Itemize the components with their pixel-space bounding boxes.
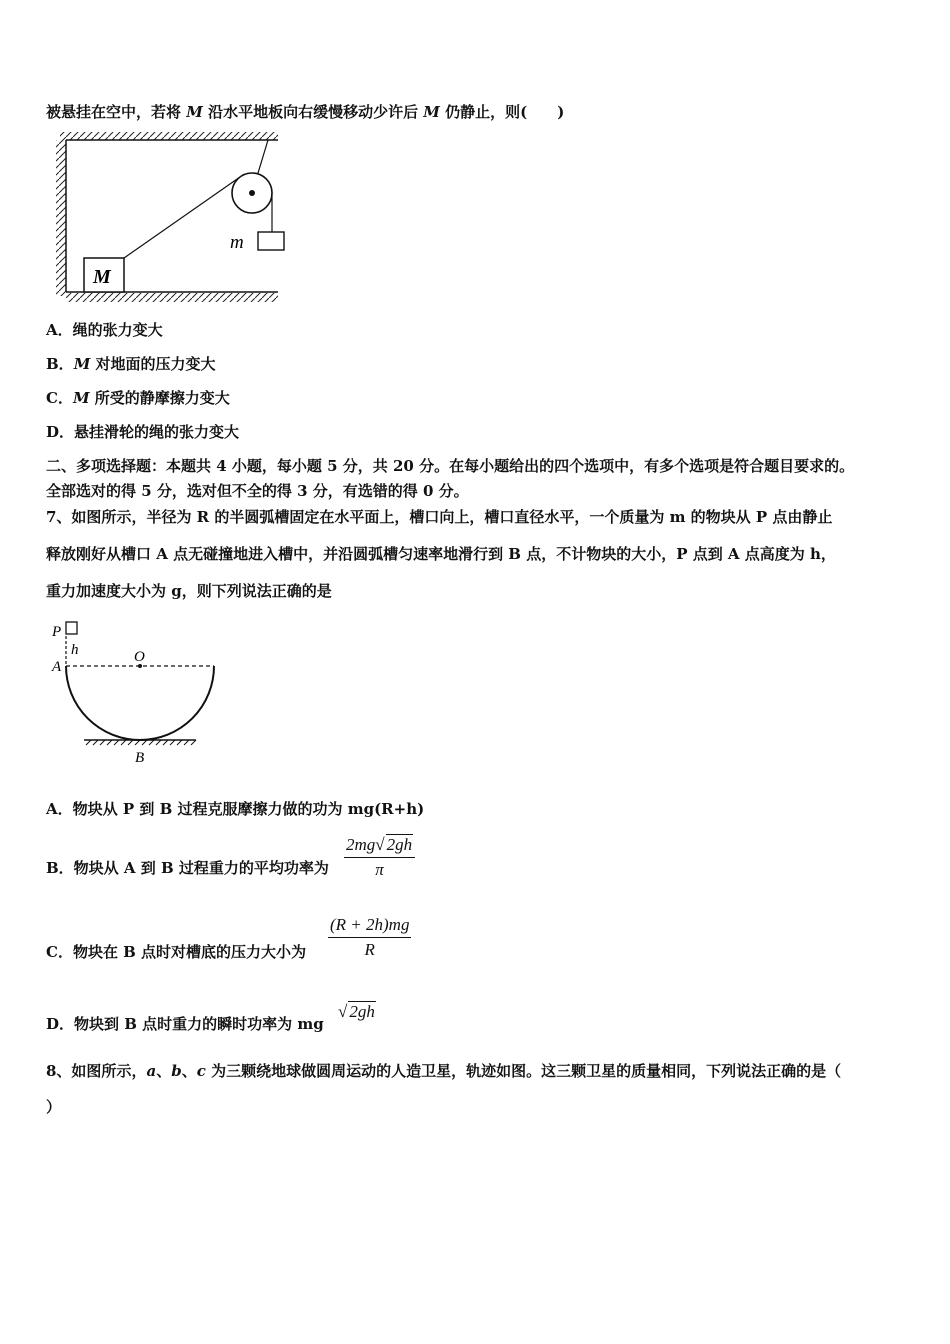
q6-option-d[interactable]: D．悬挂滑轮的绳的张力变大 bbox=[46, 423, 240, 441]
q7-groove-figure bbox=[46, 614, 226, 772]
q6-stem: 被悬挂在空中，若将 M 沿水平地板向右缓慢移动少许后 M 仍静止，则( ) bbox=[46, 103, 565, 121]
label-B: B bbox=[135, 750, 145, 766]
q7-option-c-fraction: $\frac{(R + 2h)mg}{R}$ bbox=[330, 915, 410, 959]
label-h: h bbox=[71, 642, 79, 658]
q6-option-c[interactable]: C．M 所受的静摩擦力变大 bbox=[46, 389, 230, 407]
q7-option-a[interactable]: A．物块从 P 到 B 过程克服摩擦力做的功为 mg(R+h) bbox=[46, 800, 425, 818]
sqrt-icon: √ bbox=[375, 835, 385, 854]
sqrt-icon: √ bbox=[338, 1002, 348, 1021]
q7-stem-line3: 重力加速度大小为 g，则下列说法正确的是 bbox=[46, 582, 332, 600]
floor-hatch bbox=[66, 293, 278, 302]
q6-stem-var-M1: M bbox=[186, 103, 203, 121]
wall-hatch bbox=[56, 140, 66, 296]
q7-stem-line2: 释放刚好从槽口 A 点无碰撞地进入槽中，并沿圆弧槽匀速率地滑行到 B 点，不计物块的大小，P 点到 A 点高度为 h， bbox=[46, 545, 836, 563]
label-M: M bbox=[93, 266, 111, 288]
section2-heading-line2: 全部选对的得 5 分，选对但不全的得 3 分，有选错的得 0 分。 bbox=[46, 482, 469, 500]
q6-stem-var-M2: M bbox=[423, 103, 440, 121]
q6-pulley-figure bbox=[52, 130, 290, 310]
block-P bbox=[66, 622, 77, 634]
label-A: A bbox=[52, 659, 62, 675]
q7-option-c[interactable]: C．物块在 B 点时对槽底的压力大小为 bbox=[46, 943, 307, 961]
label-P: P bbox=[52, 624, 62, 640]
q6-option-b[interactable]: B．M 对地面的压力变大 bbox=[46, 355, 216, 373]
hanging-block-m bbox=[258, 232, 284, 250]
label-m: m bbox=[230, 232, 244, 253]
q7-option-d-radical: √ 2gh bbox=[338, 1002, 375, 1021]
section2-heading-line1: 二、多项选择题：本题共 4 小题，每小题 5 分，共 20 分。在每小题给出的四个选项中，有多个选项是符合题目要求的。 bbox=[46, 457, 855, 475]
rope-to-M bbox=[124, 177, 240, 258]
pulley-axle bbox=[249, 190, 255, 196]
q8-stem-line2: ） bbox=[46, 1098, 62, 1116]
semicircle-groove bbox=[66, 666, 214, 740]
ceiling-hatch bbox=[60, 132, 278, 140]
q7-option-b-fraction: $\frac{2mg√ 2gh}{\pi}$ bbox=[344, 834, 415, 880]
q6-option-a[interactable]: A．绳的张力变大 bbox=[46, 321, 163, 339]
q7-stem-line1: 7、如图所示，半径为 R 的半圆弧槽固定在水平面上，槽口向上，槽口直径水平，一个质量为 m 的物块从 P 点由静止 bbox=[46, 508, 833, 526]
q7-option-d[interactable]: D．物块到 B 点时重力的瞬时功率为 mg bbox=[46, 1015, 324, 1033]
q8-stem-line1: 8、如图所示，a、b、c 为三颗绕地球做圆周运动的人造卫星，轨迹如图。这三颗卫星的质量相同，下列说法正确的是（ bbox=[46, 1062, 842, 1080]
label-O: O bbox=[134, 649, 145, 665]
q7-option-b[interactable]: B．物块从 A 到 B 过程重力的平均功率为 bbox=[46, 859, 329, 877]
